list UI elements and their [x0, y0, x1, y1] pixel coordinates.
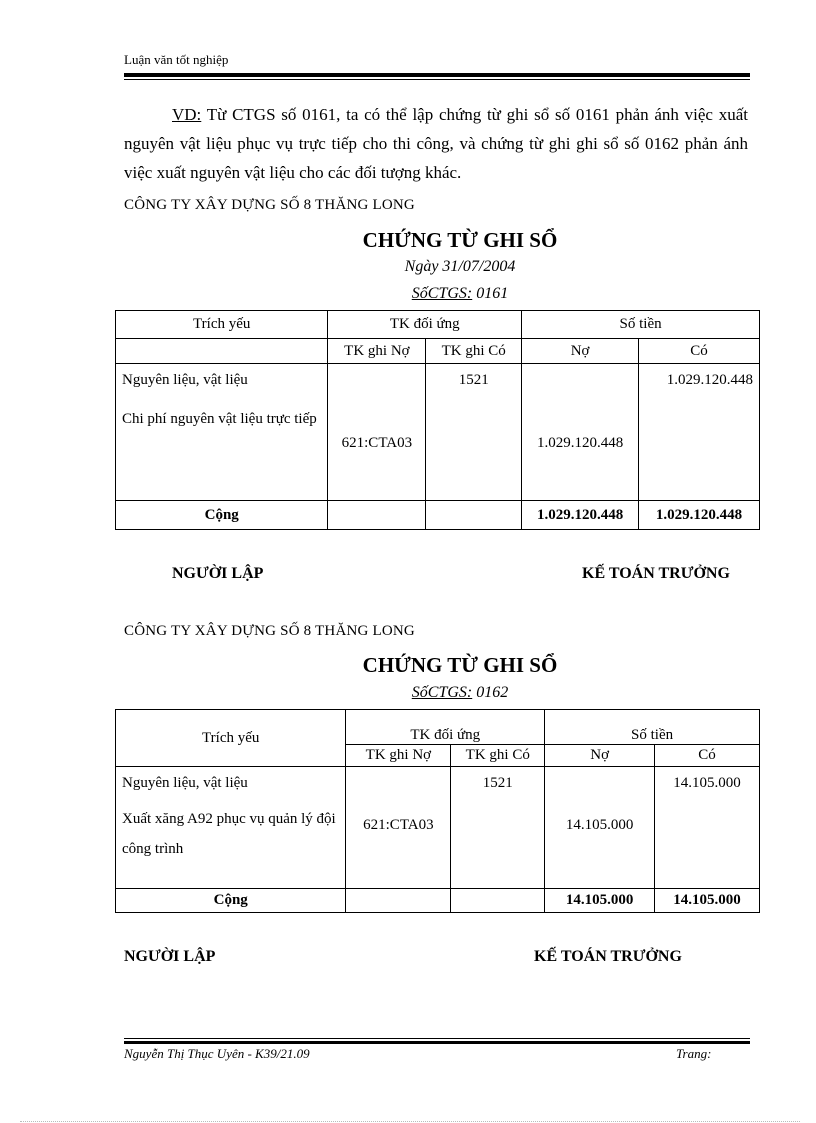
footer-rule: [124, 1041, 750, 1044]
page-bottom-edge: [20, 1121, 800, 1122]
v1-header-credit-acc: TK ghi Có: [426, 339, 522, 364]
v2-row1-desc: Nguyên liệu, vật liệu: [122, 775, 248, 791]
v1-header-credit: Có: [639, 339, 760, 364]
v2-row1-credit-acc: 1521: [451, 767, 545, 889]
voucher2-number-value: 0162: [472, 684, 509, 701]
v2-header-debit-acc: TK ghi Nợ: [346, 745, 451, 767]
voucher1-table: [115, 310, 760, 530]
voucher2-table: [115, 709, 760, 913]
v2-total-label: Cộng: [116, 889, 346, 913]
header-rule: [124, 73, 750, 77]
voucher1-date: Ngày 31/07/2004: [404, 258, 516, 275]
v1-signature-preparer: NGƯỜI LẬP: [172, 565, 264, 582]
v1-row1-desc: Nguyên liệu, vật liệu: [122, 372, 248, 388]
v2-row2-debit: 14.105.000: [545, 767, 655, 889]
voucher2-title: CHỨNG TỪ GHI SỔ: [362, 653, 558, 677]
voucher1-number: [160, 285, 760, 303]
voucher2-number: [160, 684, 760, 702]
table-row: [116, 501, 760, 530]
v1-row2-debit: 1.029.120.448: [522, 364, 639, 501]
v1-total-blank2: [426, 501, 522, 530]
footer-page-label: Trang:: [676, 1046, 712, 1061]
v1-row1-credit-acc: 1521: [426, 364, 522, 501]
voucher1-number-label: SốCTGS:: [411, 285, 473, 302]
v2-desc-cell: [116, 767, 346, 889]
v1-signature-chief: KẾ TOÁN TRƯỞNG: [582, 565, 730, 582]
header-rule-thin: [124, 79, 750, 80]
voucher1-number-value: 0161: [472, 285, 509, 302]
v2-header-debit: Nợ: [545, 745, 655, 767]
v1-row1-credit: 1.029.120.448: [639, 364, 760, 501]
v2-total-blank2: [451, 889, 545, 913]
v1-row2-debit-acc: 621:CTA03: [328, 364, 426, 501]
v2-header-description: Trích yếu: [116, 710, 346, 767]
v1-header-amount: Số tiền: [522, 311, 760, 339]
v1-header-debit: Nợ: [522, 339, 639, 364]
v2-header-credit: Có: [655, 745, 760, 767]
intro-text: Từ CTGS số 0161, ta có thể lập chứng từ ghi sổ số 0161 phản ánh việc xuất nguyên vật liệu phục vụ trực tiếp cho thi công, và chứng từ ghi ghi sổ số 0162 phản ánh việc xuất nguyên vật liệu cho các đối tượng khác.: [124, 105, 748, 182]
v1-header-blank: [116, 339, 328, 364]
voucher1-title: CHỨNG TỪ GHI SỔ: [362, 228, 558, 252]
v1-total-credit: 1.029.120.448: [639, 501, 760, 530]
v2-row2-desc: Xuất xăng A92 phục vụ quản lý đội công trình: [122, 811, 336, 857]
voucher2-number-label: SốCTGS:: [411, 684, 473, 701]
v1-desc-cell: [116, 364, 328, 501]
v2-signature-chief: KẾ TOÁN TRƯỞNG: [534, 948, 682, 965]
v1-header-description: Trích yếu: [116, 311, 328, 339]
v2-row1-credit: 14.105.000: [655, 767, 760, 889]
v2-header-accounts: TK đối ứng: [346, 710, 545, 745]
v1-header-accounts: TK đối ứng: [328, 311, 522, 339]
v1-total-debit: 1.029.120.448: [522, 501, 639, 530]
v1-header-debit-acc: TK ghi Nợ: [328, 339, 426, 364]
intro-label: VD:: [172, 105, 202, 124]
table-row: [116, 767, 760, 889]
v1-row2-desc: Chi phí nguyên vật liệu trực tiếp: [122, 411, 317, 427]
voucher2-company: CÔNG TY XÂY DỰNG SỐ 8 THĂNG LONG: [124, 623, 415, 639]
v2-total-blank1: [346, 889, 451, 913]
v2-header-amount: Số tiền: [545, 710, 760, 745]
table-row: [116, 889, 760, 913]
intro-paragraph: [124, 100, 748, 187]
table-row: [116, 364, 760, 501]
v1-total-label: Cộng: [116, 501, 328, 530]
v2-total-debit: 14.105.000: [545, 889, 655, 913]
footer-author: Nguyễn Thị Thục Uyên - K39/21.09: [124, 1046, 310, 1061]
footer-rule-thin: [124, 1038, 750, 1039]
running-header: Luận văn tốt nghiệp: [124, 52, 229, 67]
v1-total-blank1: [328, 501, 426, 530]
v2-row2-debit-acc: 621:CTA03: [346, 767, 451, 889]
v2-signature-preparer: NGƯỜI LẬP: [124, 948, 216, 965]
v2-header-credit-acc: TK ghi Có: [451, 745, 545, 767]
voucher1-company: CÔNG TY XÂY DỰNG SỐ 8 THĂNG LONG: [124, 197, 415, 213]
v2-total-credit: 14.105.000: [655, 889, 760, 913]
